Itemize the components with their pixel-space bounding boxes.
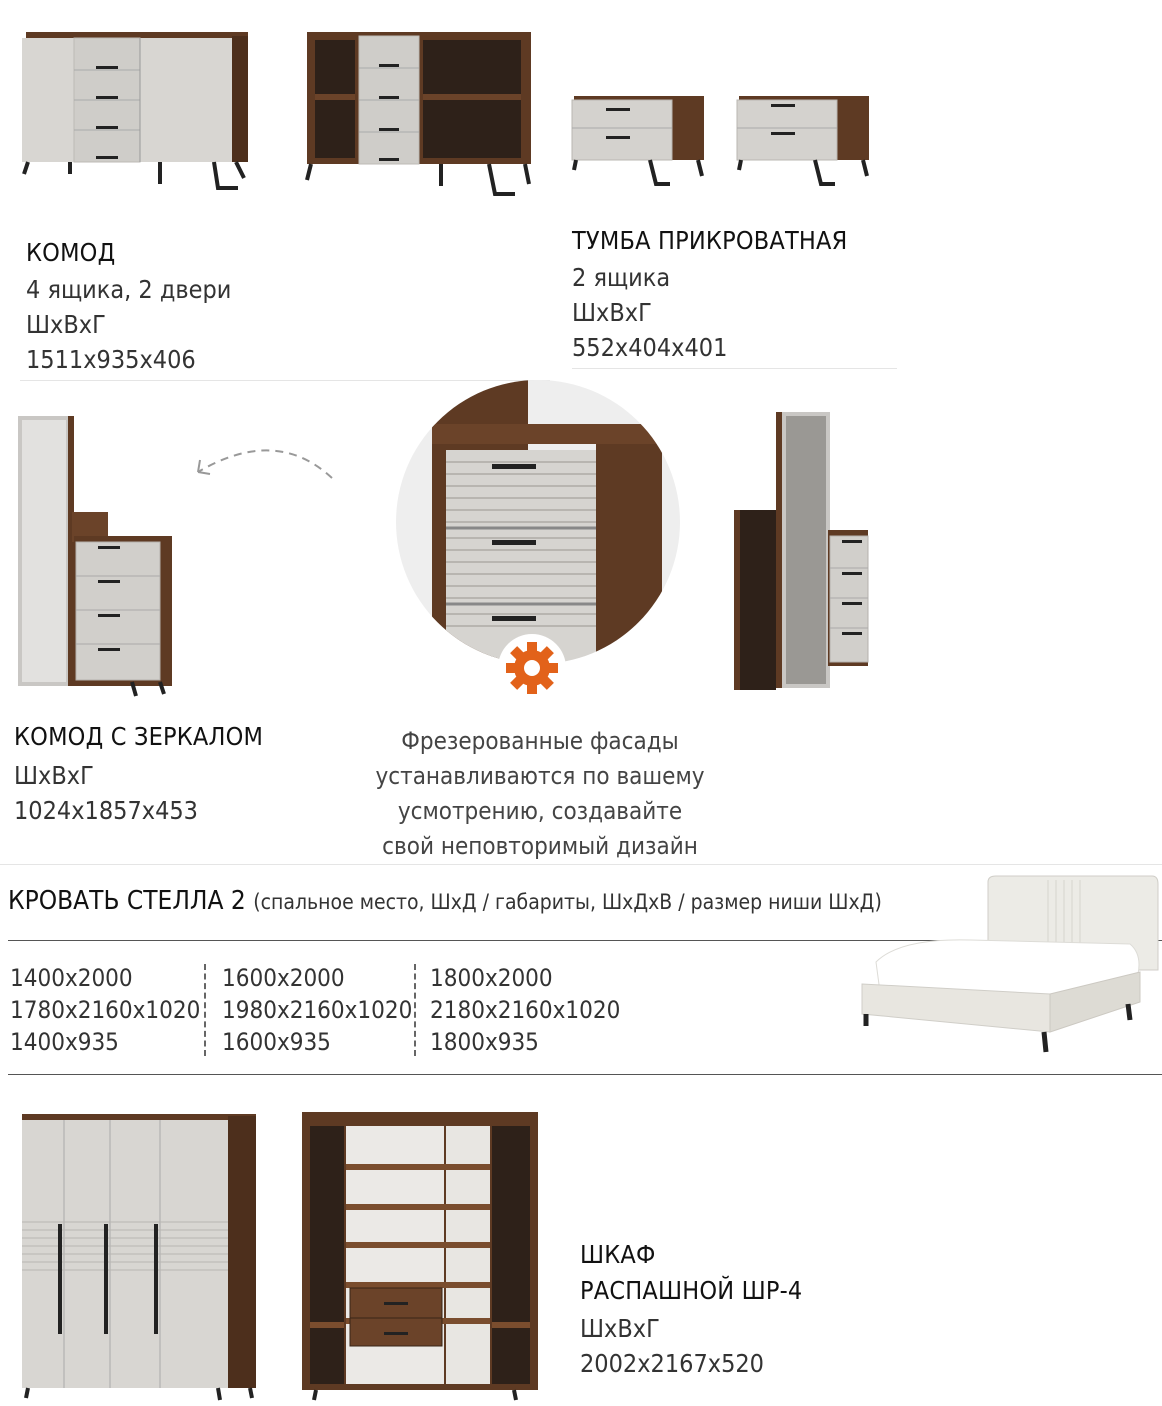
komod-title: КОМОД: [26, 238, 116, 267]
bed-niche-size: 1600x935: [222, 1028, 331, 1056]
bed-sleep-size: 1600x2000: [222, 964, 345, 992]
wardrobe-open-image: [300, 1106, 540, 1402]
gear-icon: [496, 632, 568, 704]
bed-overall-size: 2180x2160x1020: [430, 996, 621, 1024]
facade-note-line: свой неповторимый дизайн: [382, 832, 698, 860]
bed-column-1400: [10, 962, 200, 1058]
komod-drawers: 4 ящика, 2 двери: [26, 275, 232, 304]
facade-closeup-image: [396, 380, 680, 664]
komod-open-image: [303, 28, 533, 200]
komod-dims-label: ШхВхГ: [26, 310, 106, 339]
bed-niche-size: 1400x935: [10, 1028, 119, 1056]
bed-image: [860, 874, 1160, 1060]
bed-subtitle: (спальное место, ШхД / габариты, ШхДхВ / размер ниши ШхД): [253, 890, 882, 914]
divider: [572, 368, 897, 369]
tumba-drawers: 2 ящика: [572, 263, 671, 292]
column-divider: [204, 964, 206, 1056]
facade-note-line: усмотрению, создавайте: [397, 797, 683, 825]
wardrobe-title-line1: ШКАФ: [580, 1240, 656, 1269]
bed-header: [8, 886, 882, 916]
komod-mirror-image: [14, 412, 176, 702]
wardrobe-dims-label: ШхВхГ: [580, 1314, 660, 1343]
komod-closed-image: [18, 28, 250, 200]
bed-overall-size: 1980x2160x1020: [222, 996, 413, 1024]
divider: [0, 864, 1162, 865]
tumba-dims: 552x404x401: [572, 333, 728, 362]
facade-note-line: устанавливаются по вашему: [375, 762, 705, 790]
tumba-dims-label: ШхВхГ: [572, 298, 652, 327]
bed-overall-size: 1780x2160x1020: [10, 996, 201, 1024]
bed-column-1800: [430, 962, 620, 1058]
wardrobe-title-line2: РАСПАШНОЙ ШР-4: [580, 1276, 803, 1305]
facade-note-line: Фрезерованные фасады: [401, 727, 679, 755]
facade-note: [330, 724, 750, 864]
column-divider: [414, 964, 416, 1056]
bed-title: КРОВАТЬ СТЕЛЛА 2: [8, 886, 246, 916]
komod-mirror-side-image: [730, 408, 870, 694]
komod-dims: 1511x935x406: [26, 345, 196, 374]
dashed-arrow: [186, 436, 338, 484]
tumba-image-1: [570, 94, 706, 190]
bed-column-1600: [222, 962, 412, 1058]
divider: [8, 1074, 1162, 1075]
wardrobe-closed-image: [18, 1106, 258, 1402]
bed-niche-size: 1800x935: [430, 1028, 539, 1056]
bed-sleep-size: 1800x2000: [430, 964, 553, 992]
komod-mirror-dims-label: ШхВхГ: [14, 761, 94, 790]
tumba-image-2: [735, 94, 871, 190]
komod-mirror-dims: 1024x1857x453: [14, 796, 198, 825]
bed-sleep-size: 1400x2000: [10, 964, 133, 992]
komod-mirror-title: КОМОД С ЗЕРКАЛОМ: [14, 722, 264, 751]
wardrobe-dims: 2002x2167x520: [580, 1349, 764, 1378]
tumba-title: ТУМБА ПРИКРОВАТНАЯ: [572, 226, 848, 255]
